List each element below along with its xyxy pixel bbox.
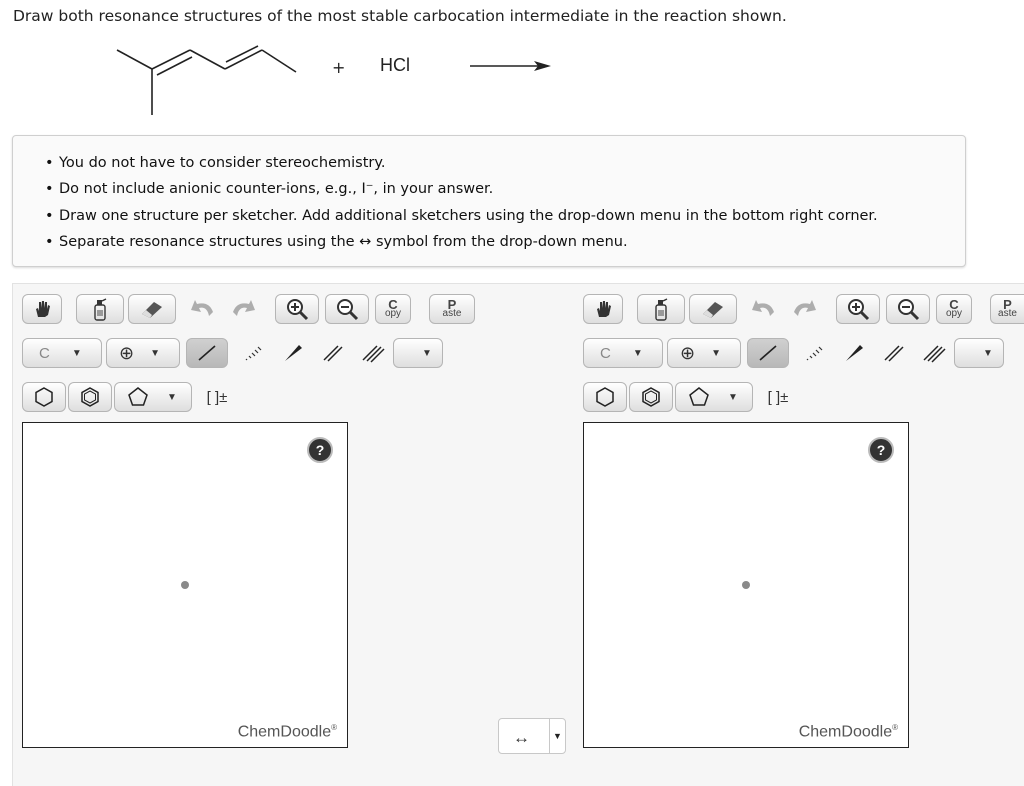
double-bond-button[interactable] [315,338,351,368]
undo-icon [189,298,217,320]
zoom-out-button[interactable] [886,294,930,324]
separator-value: ↔ [513,728,530,747]
triple-bond-icon [922,343,946,363]
spray-bottle-icon [91,297,109,321]
brand-text: ChemDoodle [798,723,893,740]
chevron-down-icon: ▼ [983,347,993,359]
chevron-down-icon: ▼ [71,347,82,359]
copy-label-bottom: opy [384,308,402,319]
copy-label [945,297,963,319]
chevron-down-icon: ▼ [711,347,721,359]
element-label: C [39,344,50,362]
charge-plus-icon: ⊕ [119,342,135,363]
hand-tool-button[interactable] [583,294,623,324]
bracket-charge-icon: [ ]± [206,388,228,406]
single-bond-icon [757,343,779,363]
hashed-bond-icon [242,343,264,363]
eraser-icon [139,299,165,319]
separator-select[interactable] [498,718,566,754]
help-button[interactable]: ? [868,437,894,463]
chevron-down-icon: ▼ [632,347,643,359]
redo-icon [790,298,818,320]
eraser-icon [700,299,726,319]
copy-label-top: C [388,297,398,312]
benzene-icon [79,386,101,408]
single-bond-button[interactable] [747,338,789,368]
sketcher-canvas[interactable] [22,422,348,748]
bond-dropdown[interactable] [393,338,443,368]
double-bond-button[interactable] [876,338,912,368]
double-bond-icon [322,343,344,363]
answer-area [12,283,1024,786]
charge-selector[interactable] [667,338,741,368]
eraser-button[interactable] [689,294,737,324]
dashed-bond-button[interactable] [796,338,832,368]
triple-bond-button[interactable] [355,338,391,368]
plus-sign: + [332,58,346,77]
bracket-button[interactable] [756,382,800,412]
copy-button[interactable] [375,294,411,324]
question-text: Draw both resonance structures of the most stable carbocation intermediate in the reaction shown. [13,7,787,25]
triple-bond-button[interactable] [916,338,952,368]
paste-label-top: P [447,297,457,312]
clear-button[interactable] [637,294,685,324]
canvas-center-dot [181,581,189,589]
canvas-center-dot [742,581,750,589]
benzene-icon [640,386,662,408]
reaction-arrow-icon [470,58,552,74]
hexagon-icon [33,386,55,408]
undo-icon [750,298,778,320]
brand-mark: ® [331,722,337,732]
bond-methyl-left [117,50,152,69]
double-bond-1 [152,50,190,69]
instruction-item: • You do not have to consider stereochemistry. [59,150,965,176]
redo-button[interactable] [225,294,261,324]
element-label: C [600,344,611,362]
ring-selector[interactable] [114,382,192,412]
dashed-bond-button[interactable] [235,338,271,368]
wedge-bond-button[interactable] [836,338,872,368]
copy-label-top: C [949,297,959,312]
element-selector[interactable] [22,338,102,368]
triple-bond-icon [361,343,385,363]
instruction-item: • Draw one structure per sketcher. Add additional sketchers using the drop-down menu in the bottom right corner. [59,203,965,229]
paste-button[interactable] [990,294,1024,324]
sketcher-2 [574,284,1024,754]
hexagon-icon [594,386,616,408]
bond-terminal [262,50,296,72]
bond-dropdown[interactable] [954,338,1004,368]
chevron-down-icon: ▼ [422,347,432,359]
undo-button[interactable] [185,294,221,324]
reactant-structure [0,35,600,125]
paste-label-bottom: aste [442,308,462,319]
element-selector[interactable] [583,338,663,368]
paste-label [998,297,1017,319]
single-bond-button[interactable] [186,338,228,368]
spray-bottle-icon [652,297,670,321]
double-bond-1b [157,57,192,75]
instructions-box [12,135,966,267]
paste-label [442,297,462,319]
paste-button[interactable] [429,294,475,324]
chevron-down-icon: ▼ [549,719,565,753]
zoom-in-icon [846,297,870,321]
zoom-in-button[interactable] [836,294,880,324]
copy-label [384,297,402,319]
bond-single [190,50,225,69]
chevron-down-icon: ▼ [728,391,738,403]
charge-selector[interactable] [106,338,180,368]
zoom-out-button[interactable] [325,294,369,324]
brand-mark: ® [892,722,898,732]
redo-button[interactable] [786,294,822,324]
benzene-button[interactable] [68,382,112,412]
ring-selector[interactable] [675,382,753,412]
eraser-button[interactable] [128,294,176,324]
hashed-bond-icon [803,343,825,363]
sketcher-canvas[interactable] [583,422,909,748]
copy-label-bottom: opy [945,308,963,319]
bracket-button[interactable] [195,382,239,412]
cyclohexane-button[interactable] [583,382,627,412]
zoom-in-button[interactable] [275,294,319,324]
hand-tool-button[interactable] [22,294,62,324]
chevron-down-icon: ▼ [167,391,177,403]
help-button[interactable]: ? [307,437,333,463]
hand-icon [593,299,613,319]
paste-label-bottom: aste [998,308,1017,319]
redo-icon [229,298,257,320]
reagent-label: HCl [380,55,410,75]
chevron-down-icon: ▼ [150,347,160,359]
copy-button[interactable] [936,294,972,324]
instruction-item: • Do not include anionic counter-ions, e.g., I⁻, in your answer. [59,176,965,202]
cyclohexane-button[interactable] [22,382,66,412]
undo-button[interactable] [746,294,782,324]
instruction-item: • Separate resonance structures using the ↔ symbol from the drop-down menu. [59,229,965,255]
brand-text: ChemDoodle [237,723,332,740]
clear-button[interactable] [76,294,124,324]
paste-label-top: P [1003,297,1012,312]
wedge-bond-button[interactable] [275,338,311,368]
hand-icon [32,299,52,319]
pentagon-icon [688,386,710,408]
zoom-in-icon [285,297,309,321]
charge-plus-icon: ⊕ [680,342,696,363]
wedge-bond-icon [282,343,304,363]
single-bond-icon [196,343,218,363]
pentagon-icon [127,386,149,408]
zoom-out-icon [335,297,359,321]
chemdoodle-brand [238,723,337,741]
zoom-out-icon [896,297,920,321]
sketcher-1 [13,284,473,754]
wedge-bond-icon [843,343,865,363]
benzene-button[interactable] [629,382,673,412]
double-bond-icon [883,343,905,363]
chemdoodle-brand [799,723,898,741]
bracket-charge-icon: [ ]± [767,388,789,406]
